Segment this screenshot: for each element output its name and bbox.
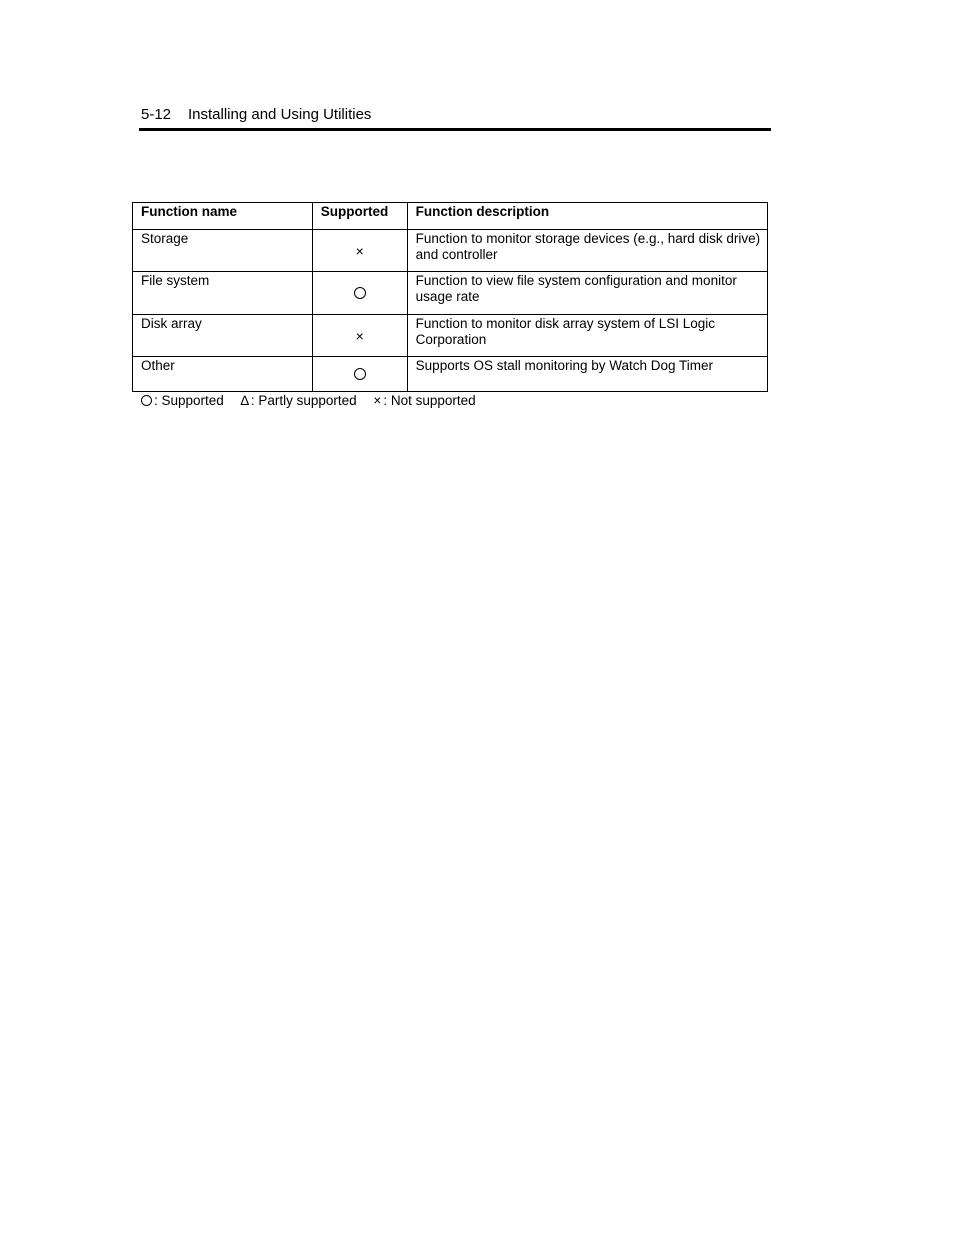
legend-partly-supported (241, 393, 357, 409)
not-supported-mark-icon: × (355, 242, 364, 259)
not-supported-cross-icon: × (373, 393, 382, 408)
support-legend (141, 393, 489, 409)
function-name-cell: Other (133, 357, 313, 392)
function-name-cell: File system (133, 272, 313, 315)
table-row (133, 357, 768, 392)
legend-supported-label: : Supported (154, 393, 224, 408)
function-support-table (132, 202, 768, 392)
page-header (139, 104, 771, 131)
function-description-cell: Function to view file system configuration and monitor usage rate (407, 272, 767, 315)
legend-not-supported-label: : Not supported (383, 393, 476, 408)
header-function-name: Function name (133, 203, 313, 230)
supported-cell (312, 230, 407, 272)
table-row (133, 315, 768, 357)
legend-not-supported (373, 393, 475, 409)
chapter-title: Installing and Using Utilities (188, 106, 372, 123)
function-description-cell: Function to monitor storage devices (e.g., hard disk drive) and controller (407, 230, 767, 272)
supported-cell (312, 272, 407, 315)
table-header-row (133, 203, 768, 230)
legend-partly-label: : Partly supported (250, 393, 357, 408)
function-name-cell: Disk array (133, 315, 313, 357)
table-row (133, 230, 768, 272)
function-description-cell: Supports OS stall monitoring by Watch Dog Timer (407, 357, 767, 392)
supported-mark-icon (354, 368, 366, 380)
supported-mark-icon (354, 287, 366, 299)
function-name-cell: Storage (133, 230, 313, 272)
partly-supported-triangle-icon: ∆ (240, 393, 249, 408)
table-row (133, 272, 768, 315)
supported-cell (312, 315, 407, 357)
header-function-description: Function description (407, 203, 767, 230)
supported-cell (312, 357, 407, 392)
page-number: 5-12 (141, 106, 172, 123)
supported-circle-icon (141, 395, 152, 406)
not-supported-mark-icon: × (355, 327, 364, 344)
function-description-cell: Function to monitor disk array system of LSI Logic Corporation (407, 315, 767, 357)
legend-supported (141, 393, 224, 409)
header-supported: Supported (312, 203, 407, 230)
